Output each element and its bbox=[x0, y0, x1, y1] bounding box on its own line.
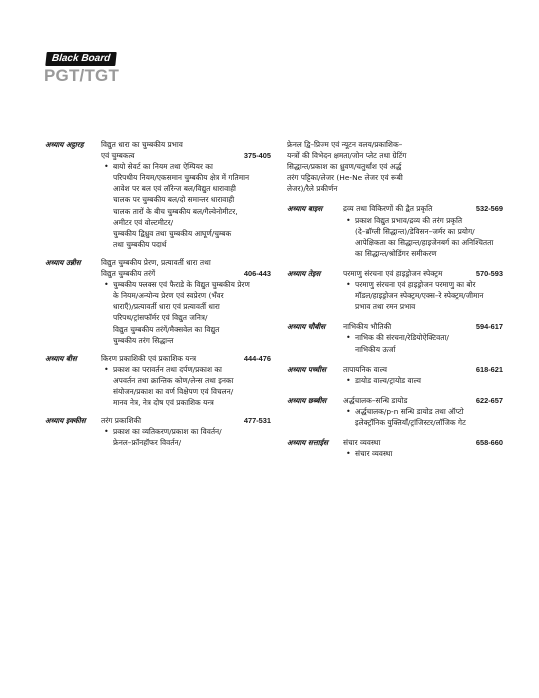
chapter-title-line: नाभिकीय भौतिकी bbox=[343, 322, 392, 332]
chapter-title-row bbox=[101, 268, 271, 279]
chapter-title bbox=[101, 257, 271, 268]
topic-line: धाराएँ)/प्रत्यावर्ती धारा एवं प्रत्यावर्ती धारा bbox=[113, 302, 220, 312]
chapter-title-row bbox=[343, 203, 503, 214]
topic-line: • प्रकाश का परावर्तन तथा दर्पण/प्रकाश का bbox=[113, 364, 222, 374]
chapter-ch25 bbox=[287, 364, 503, 386]
topic-line: नाभिकीय ऊर्जा bbox=[355, 344, 396, 354]
chapter-title-row bbox=[343, 395, 503, 406]
chapter-title-row bbox=[343, 437, 503, 448]
topic-line: • संचार व्यवस्था bbox=[355, 449, 393, 459]
topic-line: तरंग पट्टिका/लेजर (He-Ne लेजर एवं रूबी bbox=[287, 173, 403, 183]
chapter-label: अध्याय सत्ताईस bbox=[287, 438, 328, 448]
topic-line: प्रभाव तथा रमन प्रभाव bbox=[355, 302, 416, 312]
topic-line: • नाभिक की संरचना/रेडियोऐक्टिवता/ bbox=[355, 333, 449, 343]
chapter-gap bbox=[287, 428, 503, 437]
topic-line: अपवर्तन तथा क्रान्तिक कोण/लेन्स तथा इनका bbox=[113, 375, 234, 385]
topic-list bbox=[101, 426, 271, 448]
topic-list bbox=[101, 161, 271, 250]
chapter-body bbox=[343, 203, 503, 258]
chapter-label: अध्याय अट्ठारह bbox=[45, 140, 84, 149]
brand-title: PGT/TGT bbox=[44, 66, 120, 85]
chapter-ch19 bbox=[45, 257, 271, 346]
topic-line: परिपथ/ट्रांसफॉर्मर एवं विद्युत जनित्र/ bbox=[113, 313, 208, 323]
topic-line: • प्रकाश का व्यतिकरण/प्रकाश का विवर्तन/ bbox=[113, 427, 222, 437]
toc-right-column bbox=[287, 139, 503, 459]
chapter-title-row bbox=[101, 139, 271, 150]
chapter-ch24 bbox=[287, 321, 503, 354]
topic-list bbox=[101, 279, 271, 346]
chapter-title bbox=[343, 437, 472, 448]
chapter-body bbox=[101, 139, 271, 250]
chapter-title-line: द्रव्य तथा विकिरणों की द्वैत प्रकृति bbox=[343, 204, 433, 214]
chapter-title-line: विद्युत चुम्बकीय तरंगें bbox=[101, 269, 156, 279]
chapter-title-row bbox=[101, 353, 271, 364]
chapter-gap bbox=[287, 355, 503, 364]
topic-line: चुम्बकीय तरंग सिद्धान्त bbox=[113, 335, 174, 345]
topic-list bbox=[343, 375, 503, 386]
topic-line: यन्त्रों की विभेदन क्षमता/जोन प्लेट तथा ग्रेटिंग bbox=[287, 151, 407, 161]
chapter-title bbox=[343, 268, 472, 279]
chapter-title bbox=[101, 353, 240, 364]
chapter-body bbox=[101, 257, 271, 346]
chapter-title bbox=[343, 395, 472, 406]
topic-list bbox=[343, 279, 503, 312]
chapter-title-row bbox=[101, 150, 271, 161]
chapter-pages: 375-405 bbox=[243, 151, 271, 161]
chapter-ch21-continued bbox=[287, 139, 503, 194]
chapter-label: अध्याय बीस bbox=[45, 353, 77, 363]
chapter-body bbox=[343, 395, 503, 428]
chapter-gap bbox=[45, 408, 271, 415]
chapter-ch22 bbox=[287, 203, 503, 258]
topic-line: • डायोड वाल्व/ट्रायोड वाल्व bbox=[355, 375, 421, 385]
chapter-gap bbox=[45, 346, 271, 353]
chapter-body bbox=[101, 353, 271, 408]
topic-line: इलेक्ट्रॉनिक युक्तियाँ/ट्रांजिस्टर/लॉजिक गेट bbox=[355, 417, 466, 427]
topic-line: • प्रकाश विद्युत प्रभाव/द्रव्य की तरंग प्रकृति bbox=[355, 215, 463, 225]
topic-line: फ्रेनल–फ्रॉनहॉफर विवर्तन/ bbox=[113, 438, 182, 448]
toc-left-column bbox=[45, 139, 271, 448]
chapter-title-line: परमाणु संरचना एवं हाइड्रोजन स्पेक्ट्रम bbox=[343, 268, 443, 278]
chapter-title bbox=[343, 321, 472, 332]
topic-line: • परमाणु संरचना एवं हाइड्रोजन परमाणु का बोर bbox=[355, 280, 476, 290]
chapter-gap bbox=[45, 250, 271, 257]
topic-line: (दे–ब्रॉग्ली सिद्धान्त)/डेविसन–जर्मर का प्रयोग/ bbox=[355, 226, 475, 236]
topic-line: चुम्बकीय द्विध्रुव तथा चुम्बकीय आघूर्ण/चुम्बक bbox=[113, 228, 232, 238]
chapter-title bbox=[343, 203, 472, 214]
chapter-body bbox=[343, 268, 503, 312]
topic-list bbox=[343, 332, 503, 354]
chapter-title-line: एवं चुम्बकत्व bbox=[101, 151, 135, 161]
topic-list bbox=[101, 364, 271, 408]
chapter-ch26 bbox=[287, 395, 503, 428]
topic-line: का सिद्धान्त/श्रोडिंगर समीकरण bbox=[355, 248, 437, 258]
chapter-title-row bbox=[101, 415, 271, 426]
chapter-title-line: संचार व्यवस्था bbox=[343, 438, 381, 448]
topic-line: मानव नेत्र, नेत्र दोष एवं प्रकाशिक यन्त्र bbox=[113, 398, 214, 408]
topic-line: चालक पर चुम्बकीय बल/दो समान्तर धारावाही bbox=[113, 195, 235, 205]
chapter-gap bbox=[287, 259, 503, 268]
chapter-ch21 bbox=[45, 415, 271, 448]
chapter-ch23 bbox=[287, 268, 503, 312]
chapter-label: अध्याय पच्चीस bbox=[287, 364, 326, 374]
chapter-label: अध्याय तेइस bbox=[287, 268, 321, 278]
topic-list bbox=[343, 406, 503, 428]
chapter-ch20 bbox=[45, 353, 271, 408]
chapter-pages: 594-617 bbox=[475, 322, 503, 332]
topic-line: के नियम/अन्योन्य प्रेरण एवं स्वप्रेरण (भँवर bbox=[113, 291, 224, 301]
chapter-title-row bbox=[101, 257, 271, 268]
topic-line: फ्रेनल द्वि–प्रिज्म एवं न्यूटन वलय/प्रकाशिक– bbox=[287, 140, 403, 149]
topic-line: • बायो सेवर्ट का नियम तथा ऐम्पियर का bbox=[113, 162, 213, 172]
topic-line: • अर्द्धचालक/p-n सन्धि डायोड तथा ऑप्टो bbox=[355, 406, 464, 416]
topic-line: तथा चुम्बकीय पदार्थ bbox=[113, 239, 167, 249]
brand-badge: Black Board bbox=[45, 52, 116, 66]
chapter-ch27 bbox=[287, 437, 503, 459]
chapter-title-line: विद्युत चुम्बकीय प्रेरण, प्रत्यावर्ती धारा तथा bbox=[101, 257, 211, 267]
topic-line: संयोजन/प्रकाश का वर्ण विक्षेपण एवं विचलन/ bbox=[113, 386, 234, 396]
chapter-gap bbox=[287, 194, 503, 203]
topic-line: आवेश पर बल एवं लॉरेन्ज बल/विद्युत धारावाही bbox=[113, 184, 236, 194]
chapter-body bbox=[343, 437, 503, 459]
chapter-label: अध्याय छब्बीस bbox=[287, 395, 327, 405]
chapter-label: अध्याय चौबीस bbox=[287, 322, 326, 332]
chapter-pages: 406-443 bbox=[243, 269, 271, 279]
chapter-title-line: किरण प्रकाशिकी एवं प्रकाशिक यन्त्र bbox=[101, 353, 197, 363]
chapter-title-row bbox=[343, 321, 503, 332]
chapter-pages: 622-657 bbox=[475, 395, 503, 405]
chapter-title bbox=[343, 364, 472, 375]
chapter-label: अध्याय बाइस bbox=[287, 204, 323, 214]
chapter-label: अध्याय उन्नीस bbox=[45, 257, 81, 267]
chapter-body bbox=[343, 321, 503, 354]
topic-line: परिपथीय नियम/एकसमान चुम्बकीय क्षेत्र में गतिमान bbox=[113, 173, 250, 183]
topic-line: लेजर)/रैले प्रकीर्णन bbox=[287, 184, 338, 194]
topic-line: • चुम्बकीय फ्लक्स एवं फैराडे के विद्युत चुम्बकीय प्रेरण bbox=[113, 280, 250, 290]
chapter-title bbox=[101, 415, 240, 426]
topic-list bbox=[343, 448, 503, 459]
topic-list bbox=[343, 215, 503, 259]
chapter-pages: 444-476 bbox=[243, 353, 271, 363]
chapter-title-line: तापायनिक वाल्व bbox=[343, 364, 388, 374]
chapter-body bbox=[101, 415, 271, 448]
chapter-title bbox=[101, 139, 271, 150]
topic-line: मॉडल/हाइड्रोजन स्पेक्ट्रम/एक्स–रे स्पेक्ट्रम/जीमान bbox=[355, 291, 484, 301]
chapter-pages: 618-621 bbox=[475, 364, 503, 374]
chapter-pages: 570-593 bbox=[475, 268, 503, 278]
chapter-title-row bbox=[343, 364, 503, 375]
topic-line: विद्युत चुम्बकीय तरंगें/मैक्सवेल का विद्युत bbox=[113, 324, 220, 334]
chapter-pages: 658-660 bbox=[475, 438, 503, 448]
chapter-title-line: विद्युत धारा का चुम्बकीय प्रभाव bbox=[101, 140, 183, 149]
chapter-pages: 532-569 bbox=[475, 204, 503, 214]
chapter-title-row bbox=[343, 268, 503, 279]
chapter-gap bbox=[287, 312, 503, 321]
chapter-body bbox=[343, 364, 503, 386]
chapter-ch18 bbox=[45, 139, 271, 250]
chapter-title-line: अर्द्धचालक–सन्धि डायोड bbox=[343, 395, 408, 405]
topic-line: सिद्धान्त/प्रकाश का ध्रुवण/चतुर्थांश एवं अर्द्ध bbox=[287, 162, 402, 172]
topic-line: चालक तारों के बीच चुम्बकीय बल/गैल्वेनोमीटर, bbox=[113, 206, 238, 216]
chapter-label: अध्याय इक्कीस bbox=[45, 416, 86, 426]
chapter-gap bbox=[287, 386, 503, 395]
topic-line: आपेक्षिकता का सिद्धान्त/हाइजेनबर्ग का अनिश्चितता bbox=[355, 237, 494, 247]
topic-line: अमीटर एवं वोल्टमीटर/ bbox=[113, 217, 174, 227]
chapter-pages: 477-531 bbox=[243, 416, 271, 426]
chapter-title-line: तरंग प्रकाशिकी bbox=[101, 416, 142, 426]
